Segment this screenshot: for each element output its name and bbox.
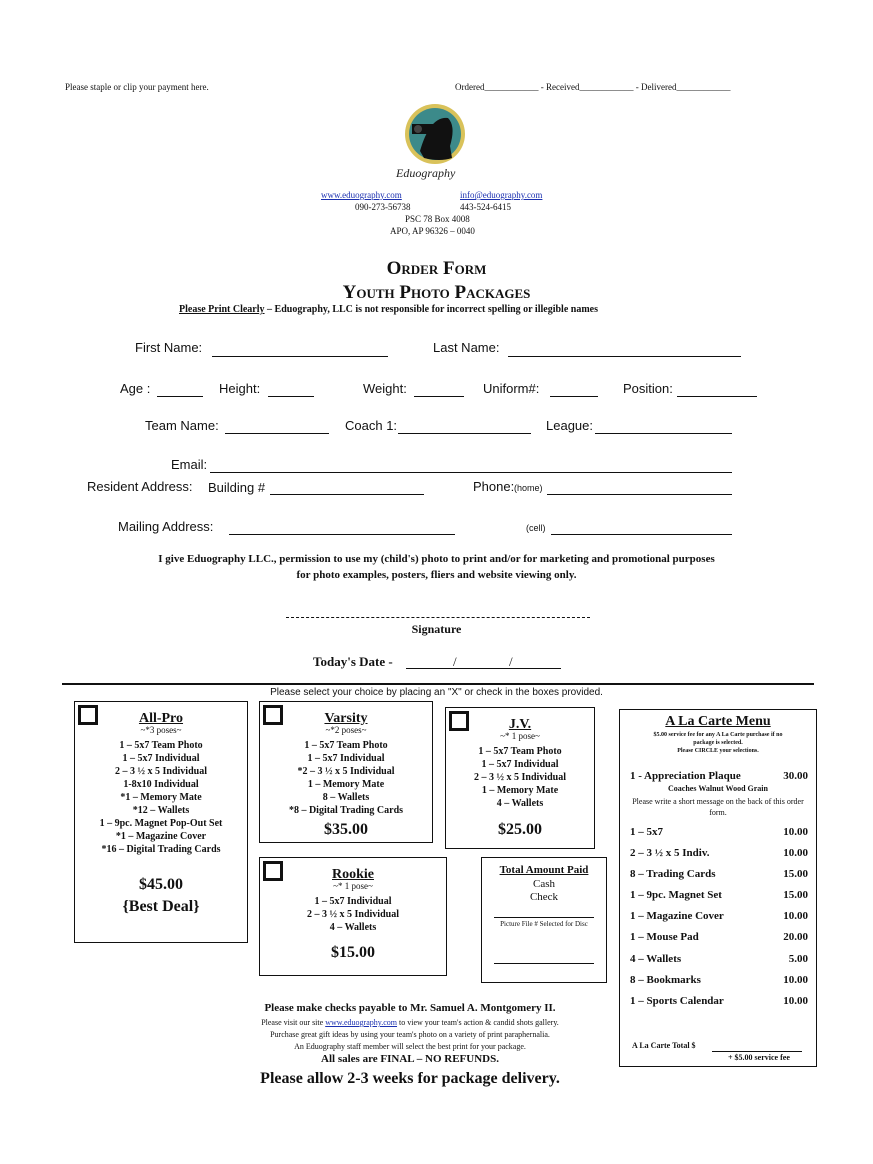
menu-item-price: 15.00 xyxy=(783,868,808,880)
first-name-field[interactable] xyxy=(212,356,388,357)
varsity-item: *8 – Digital Trading Cards xyxy=(288,805,404,816)
total-amount-box xyxy=(481,857,607,983)
menu-item-price: 10.00 xyxy=(783,910,808,922)
allpro-item: 1 – 9pc. Magnet Pop-Out Set xyxy=(99,818,223,829)
visit-pre: Please visit our site xyxy=(261,1018,324,1027)
visit-site-line xyxy=(150,1018,670,1027)
position-label: Position: xyxy=(623,381,673,396)
rookie-items xyxy=(260,895,446,934)
allpro-poses: ~*3 poses~ xyxy=(140,725,182,735)
final-sales-note: All sales are FINAL – NO REFUNDS. xyxy=(321,1053,499,1065)
allpro-item: *1 – Memory Mate xyxy=(120,792,202,803)
allpro-item: *12 – Wallets xyxy=(132,805,190,816)
jv-item: 1 – 5x7 Team Photo xyxy=(478,746,562,757)
allpro-item: 1-8x10 Individual xyxy=(123,779,199,790)
menu-service-fee: + $5.00 service fee xyxy=(728,1053,790,1062)
package-varsity xyxy=(259,701,433,843)
allpro-item: 1 – 5x7 Team Photo xyxy=(119,740,203,751)
phone-label: Phone: xyxy=(473,479,515,494)
total-amount-line[interactable] xyxy=(494,917,594,918)
weight-label: Weight: xyxy=(363,381,407,396)
allpro-item: *16 – Digital Trading Cards xyxy=(101,844,221,855)
first-name-label: First Name: xyxy=(135,340,203,355)
last-name-label: Last Name: xyxy=(433,340,500,355)
height-label: Height: xyxy=(219,381,261,396)
mailing-address-field[interactable] xyxy=(229,534,455,535)
a-la-carte-menu-lower xyxy=(619,953,817,1067)
select-instruction: Please select your choice by placing an "X" or check in the boxes provided. xyxy=(270,687,603,698)
menu-item[interactable] xyxy=(630,868,808,880)
rookie-price: $15.00 xyxy=(331,944,375,961)
visit-post: to view your team's action & candid shots gallery. xyxy=(399,1018,559,1027)
date-slash-2: / xyxy=(509,654,513,669)
height-field[interactable] xyxy=(268,396,314,397)
mailing-address-label: Mailing Address: xyxy=(118,519,214,534)
jv-item: 1 – 5x7 Individual xyxy=(481,759,559,770)
league-field[interactable] xyxy=(595,433,732,434)
rookie-item: 2 – 3 ½ x 5 Individual xyxy=(307,909,399,920)
address-line-1: PSC 78 Box 4008 xyxy=(405,214,470,224)
rookie-item: 1 – 5x7 Individual xyxy=(314,896,392,907)
building-field[interactable] xyxy=(270,494,424,495)
varsity-item: 8 – Wallets xyxy=(322,792,370,803)
email-field[interactable] xyxy=(210,472,732,473)
form-subtitle: Youth Photo Packages xyxy=(342,282,531,303)
section-divider xyxy=(62,683,814,685)
varsity-item: 1 – Memory Mate xyxy=(307,779,385,790)
age-field[interactable] xyxy=(157,396,203,397)
menu-fee-note-3: Please CIRCLE your selections. xyxy=(677,748,759,754)
jv-title: J.V. xyxy=(508,717,532,732)
menu-item-label: 1 – 5x7 xyxy=(630,826,663,838)
package-jv xyxy=(445,707,595,849)
purchase-note: Purchase great gift ideas by using your team's photo on a variety of print paraphernalia. xyxy=(270,1030,550,1039)
menu-fee-note-1: $5.00 service fee for any A La Carte purchase if no xyxy=(653,732,783,738)
menu-item[interactable] xyxy=(630,889,808,901)
allpro-item: 2 – 3 ½ x 5 Individual xyxy=(115,766,207,777)
menu-fee-note-2: package is selected. xyxy=(693,740,743,746)
menu-item-label: 8 – Bookmarks xyxy=(630,974,701,986)
last-name-field[interactable] xyxy=(508,356,741,357)
menu-item-label: 8 – Trading Cards xyxy=(630,868,716,880)
menu-item-price: 15.00 xyxy=(783,889,808,901)
rookie-title: Rookie xyxy=(332,867,374,882)
team-name-field[interactable] xyxy=(225,433,329,434)
picture-file-line[interactable] xyxy=(494,963,594,964)
todays-date-label: Today's Date - xyxy=(313,654,393,669)
team-name-label: Team Name: xyxy=(145,418,219,433)
todays-date-field[interactable] xyxy=(406,668,561,669)
rookie-poses: ~* 1 pose~ xyxy=(333,881,373,891)
uniform-field[interactable] xyxy=(550,396,598,397)
varsity-price: $35.00 xyxy=(324,821,368,838)
jv-poses: ~* 1 pose~ xyxy=(500,731,540,741)
varsity-items xyxy=(260,739,432,817)
order-tracking: Ordered____________ - Received____________ - Delivered____________ xyxy=(455,82,731,92)
menu-item-price: 30.00 xyxy=(783,770,808,782)
allpro-item: 1 – 5x7 Individual xyxy=(122,753,200,764)
menu-item-label: 1 – Mouse Pad xyxy=(630,931,699,943)
delivery-note: Please allow 2-3 weeks for package delivery. xyxy=(260,1070,560,1087)
allpro-items xyxy=(75,739,247,856)
menu-item[interactable] xyxy=(630,931,808,943)
date-slash-1: / xyxy=(453,654,457,669)
league-label: League: xyxy=(546,418,593,433)
signature-label: Signature xyxy=(411,622,462,636)
menu-total-label: A La Carte Total $ xyxy=(632,1041,696,1050)
package-allpro xyxy=(74,701,248,943)
jv-items xyxy=(446,745,594,810)
allpro-best-deal: {Best Deal} xyxy=(122,898,200,915)
menu-item[interactable] xyxy=(630,910,808,922)
varsity-poses: ~*2 poses~ xyxy=(325,725,367,735)
website-link[interactable]: www.eduography.com xyxy=(321,190,402,200)
plaque-subtitle: Coaches Walnut Wood Grain xyxy=(668,784,768,793)
varsity-item: 1 – 5x7 Team Photo xyxy=(304,740,388,751)
allpro-title: All-Pro xyxy=(138,711,184,726)
allpro-item: *1 – Magazine Cover xyxy=(115,831,207,842)
a-la-carte-menu xyxy=(619,709,817,969)
resident-address-label: Resident Address: xyxy=(87,479,193,494)
varsity-item: *2 – 3 ½ x 5 Individual xyxy=(297,766,395,777)
menu-item-price: 5.00 xyxy=(788,953,808,965)
varsity-item: 1 – 5x7 Individual xyxy=(307,753,385,764)
check-option[interactable]: Check xyxy=(529,891,559,903)
jv-item: 2 – 3 ½ x 5 Individual xyxy=(474,772,566,783)
weight-field[interactable] xyxy=(414,396,464,397)
visit-site-link[interactable]: www.eduography.com xyxy=(325,1018,398,1027)
staple-note: Please staple or clip your payment here. xyxy=(65,82,209,92)
cash-option[interactable]: Cash xyxy=(533,878,555,890)
coach-field[interactable] xyxy=(398,433,531,434)
menu-item-price: 20.00 xyxy=(783,931,808,943)
cell-phone-field[interactable] xyxy=(551,534,732,535)
menu-item-price: 10.00 xyxy=(783,847,808,859)
email-label: Email: xyxy=(171,457,208,472)
menu-item-label: 1 – Sports Calendar xyxy=(630,995,724,1007)
varsity-title: Varsity xyxy=(324,711,368,726)
position-field[interactable] xyxy=(677,396,757,397)
rookie-item: 4 – Wallets xyxy=(329,922,377,933)
form-title: Order Form xyxy=(386,258,487,279)
menu-item[interactable] xyxy=(630,974,808,986)
menu-item-label: 1 - Appreciation Plaque xyxy=(630,770,741,782)
menu-item-label: 4 – Wallets xyxy=(630,953,682,965)
permission-line-1: I give Eduography LLC., permission to use my (child's) photo to print and/or for marketing and promotional purposes xyxy=(158,553,715,565)
logo-text: Eduography xyxy=(396,166,456,180)
address-line-2: APO, AP 96326 – 0040 xyxy=(390,226,475,236)
checks-payable: Please make checks payable to Mr. Samuel A. Montgomery II. xyxy=(264,1002,556,1014)
coach-label: Coach 1: xyxy=(345,418,398,433)
home-label: (home) xyxy=(514,483,543,493)
signature-line[interactable] xyxy=(286,617,590,618)
jv-item: 1 – Memory Mate xyxy=(481,785,559,796)
print-clearly-note xyxy=(179,304,598,315)
disclaimer: – Eduography, LLC is not responsible for incorrect spelling or illegible names xyxy=(267,304,598,315)
picture-file-label: Picture File # Selected for Disc xyxy=(500,920,588,928)
age-label: Age : xyxy=(120,381,151,396)
menu-item-label: 1 – Magazine Cover xyxy=(630,910,724,922)
menu-item-label: 1 – 9pc. Magnet Set xyxy=(630,889,722,901)
menu-item[interactable] xyxy=(630,953,808,965)
menu-item-price: 10.00 xyxy=(783,974,808,986)
menu-item-price: 10.00 xyxy=(783,995,808,1007)
email-link[interactable]: info@eduography.com xyxy=(460,190,543,200)
staff-note: An Eduography staff member will select the best print for your package. xyxy=(294,1042,526,1051)
menu-item[interactable] xyxy=(630,847,808,859)
menu-total-field[interactable] xyxy=(712,1051,802,1052)
cell-label: (cell) xyxy=(526,523,546,533)
menu-item-plaque[interactable] xyxy=(630,770,808,782)
menu-item-price: 10.00 xyxy=(783,826,808,838)
building-label: Building # xyxy=(208,480,266,495)
jv-item: 4 – Wallets xyxy=(496,798,544,809)
plaque-note: Please write a short message on the back of this order form. xyxy=(632,797,804,817)
total-amount-title: Total Amount Paid xyxy=(499,864,589,876)
jv-price: $25.00 xyxy=(498,821,542,838)
home-phone-field[interactable] xyxy=(547,494,732,495)
allpro-price: $45.00 xyxy=(139,876,183,893)
print-clearly: Please Print Clearly xyxy=(179,304,265,315)
menu-title: A La Carte Menu xyxy=(665,714,771,729)
phone-1: 090-273-56738 xyxy=(355,202,411,212)
package-rookie xyxy=(259,857,447,976)
menu-item[interactable] xyxy=(630,826,808,838)
permission-line-2: for photo examples, posters, fliers and website viewing only. xyxy=(296,569,577,581)
menu-item-label: 2 – 3 ½ x 5 Indiv. xyxy=(630,847,710,859)
uniform-label: Uniform#: xyxy=(483,381,540,396)
phone-2: 443-524-6415 xyxy=(460,202,511,212)
